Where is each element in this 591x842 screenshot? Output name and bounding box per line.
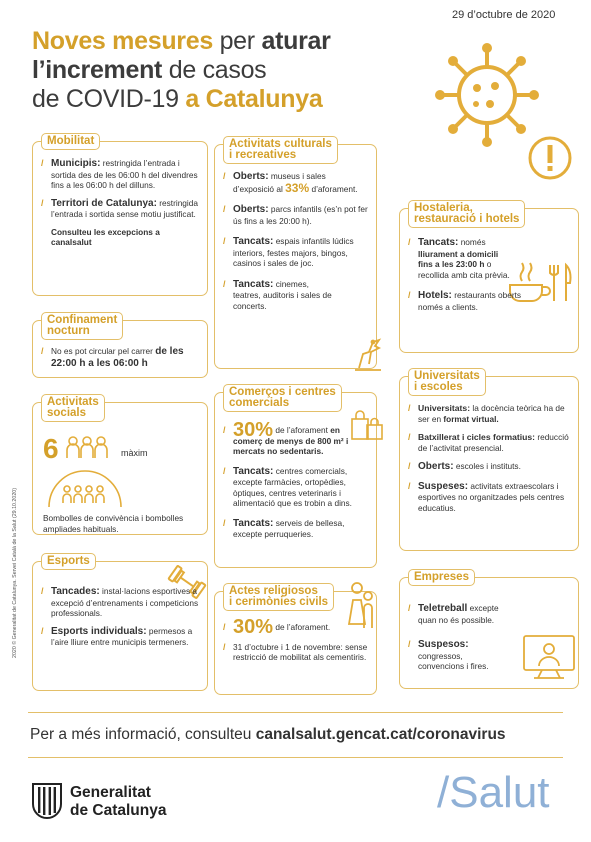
canalsalut-link[interactable]: canalsalut.gencat.cat/coronavirus	[255, 726, 506, 743]
mobilitat-item: / Municipis: restringida l’entrada i sortida des de les 06:00 h del divendres fins a les 06:00 h del dilluns.	[41, 158, 199, 191]
mobilitat-item: / Territori de Catalunya: restringida l’entrada i sortida sense motiu justificat.	[41, 198, 199, 220]
more-info: Per a més informació, consulteu canalsalut.gencat.cat/coronavirus	[30, 726, 506, 743]
comercos-card	[214, 386, 377, 568]
empreses-item: / Teletreball excepte quan no és possible.	[408, 603, 570, 625]
confinament-tag: Confinament nocturn	[41, 312, 123, 340]
comercos-item: / 30% de l’aforament en comerç de menys de 800 m² i mercats no sedentaris.	[223, 425, 368, 457]
copyright-vertical: 2020 © Generalitat de Catalunya. Servei Català de la Salut (29.10.2020)	[12, 488, 18, 658]
universitats-item: / Batxillerat i cicles formatius: reducció de l’activitat presencial.	[408, 432, 570, 453]
divider-bottom	[28, 757, 563, 758]
mobilitat-card	[32, 135, 208, 296]
bubble-group-icon	[45, 467, 125, 509]
mobilitat-tag: Mobilitat	[41, 133, 100, 150]
page-title: Noves mesures per aturar l’increment de casos de COVID-19 a Catalunya	[32, 27, 331, 113]
comercos-item: / Tancats: serveis de bellesa, excepte perruqueries.	[223, 518, 368, 540]
esports-tag: Esports	[41, 553, 96, 570]
cultura-tag: Activitats culturals i recreatives	[223, 136, 338, 164]
comercos-item: / Tancats: centres comercials, excepte farmàcies, ortopèdies, òptiques, centres veterinaris i alimentació que es trobin a dins.	[223, 466, 368, 509]
religiosos-item: / 30% de l’aforament.	[223, 622, 368, 633]
salut-logo: /Salut	[437, 768, 550, 817]
religiosos-item: / 31 d’octubre i 1 de novembre: sense restricció de mobilitat als cementiris.	[223, 642, 368, 663]
dragon-icon	[351, 328, 385, 374]
universitats-item: / Universitats: la docència teòrica ha de ser en format virtual.	[408, 403, 570, 424]
universitats-item: / Suspeses: activitats extraescolars i esportives no organitzades pels centres educatius.	[408, 481, 570, 514]
universitats-item: / Oberts: escoles i instituts.	[408, 461, 570, 473]
mobilitat-link: Consulteu les excepcions a canalsalut	[51, 226, 160, 247]
date-label: 29 d’octubre de 2020	[452, 9, 556, 21]
religiosos-tag: Actes religiosos i cerimònies civils	[223, 583, 334, 611]
hostaleria-tag: Hostaleria, restauració i hotels	[408, 200, 525, 228]
cultura-card	[214, 138, 377, 369]
esports-item: / Tancades: instal·lacions esportives a excepció d’entrenaments i competicions professionals.	[41, 586, 199, 619]
socials-tag: Activitats socials	[41, 394, 105, 422]
cultura-item: / Oberts: museus i sales d’exposició al 33% d’aforament.	[223, 171, 368, 194]
empreses-tag: Empreses	[408, 569, 475, 586]
hostaleria-item: / Tancats: només lliurament a domicili fins a les 23:00 h o recollida amb cita prèvia.	[408, 237, 570, 280]
religiosos-card	[214, 585, 377, 695]
cultura-item: / Tancats: espais infantils lúdics interiors, festes majors, bingos, casinos i sales de joc.	[223, 236, 368, 269]
universitats-card	[399, 370, 579, 551]
hostaleria-item: / Hotels: restaurants oberts només a clients.	[408, 290, 570, 312]
socials-card	[32, 396, 208, 535]
comercos-tag: Comerços i centres comercials	[223, 384, 342, 412]
virus-icon	[432, 40, 542, 150]
hostaleria-card	[399, 202, 579, 353]
cultura-item: / Tancats: cinemes, teatres, auditoris i sales de concerts.	[223, 279, 368, 312]
people-icon	[65, 434, 125, 464]
socials-number: 6	[43, 433, 59, 464]
generalitat-name: Generalitat de Catalunya	[70, 784, 167, 819]
video-call-icon	[522, 634, 576, 680]
empreses-item: / Suspesos: congressos, convencions i fires.	[408, 639, 570, 672]
universitats-tag: Universitats i escoles	[408, 368, 486, 396]
generalitat-logo-icon	[30, 781, 64, 819]
esports-card	[32, 555, 208, 691]
socials-max: màxim	[121, 448, 148, 458]
warning-icon	[527, 135, 573, 181]
esports-item: / Esports individuals: permesos a l’aire lliure entre municipis termeners.	[41, 626, 199, 648]
empreses-card	[399, 571, 579, 689]
confinament-item: / No es pot circular pel carrer de les 22:00 h a les 06:00 h	[41, 346, 199, 369]
confinament-card	[32, 314, 208, 378]
divider-top	[28, 712, 563, 713]
socials-desc: Bombolles de convivència i bombolles ampliades habituals.	[43, 513, 184, 534]
cultura-item: / Oberts: parcs infantils (es’n pot fer ús fins a les 20:00 h).	[223, 204, 368, 226]
